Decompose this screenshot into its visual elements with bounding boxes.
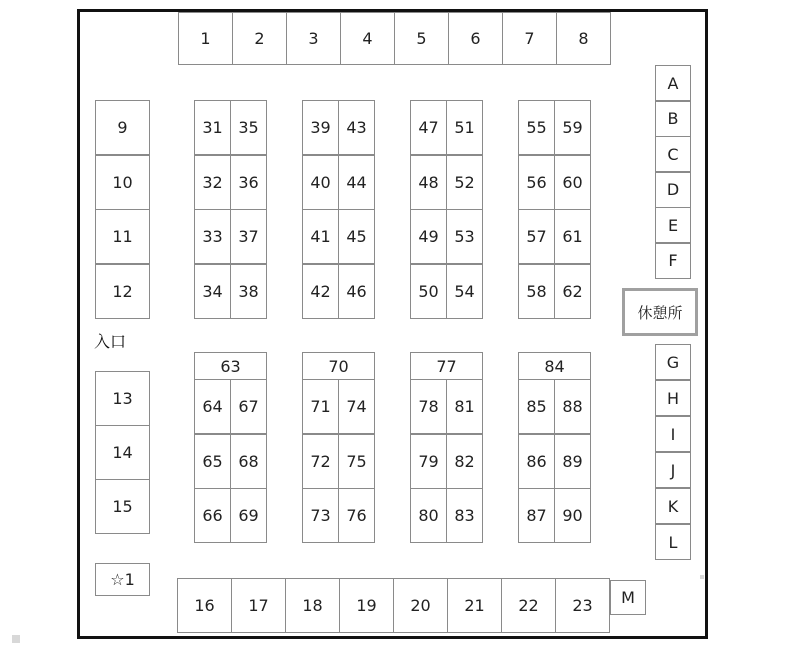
booth-block[interactable]: 48 bbox=[410, 155, 447, 210]
booth-block[interactable]: 64 bbox=[194, 379, 231, 434]
booth-block[interactable]: 78 bbox=[410, 379, 447, 434]
booth-block[interactable]: 53 bbox=[446, 209, 483, 264]
booth-left[interactable]: 10 bbox=[95, 155, 150, 210]
booth-top[interactable]: 3 bbox=[286, 12, 341, 65]
booth-block[interactable]: 80 bbox=[410, 488, 447, 543]
booth-block[interactable]: 90 bbox=[554, 488, 591, 543]
booth-block[interactable]: 61 bbox=[554, 209, 591, 264]
booth-bottom[interactable]: 23 bbox=[555, 578, 610, 633]
booth-block[interactable]: 88 bbox=[554, 379, 591, 434]
booth-block-header[interactable]: 77 bbox=[410, 352, 483, 380]
booth-block[interactable]: 60 bbox=[554, 155, 591, 210]
booth-block[interactable]: 52 bbox=[446, 155, 483, 210]
booth-bottom[interactable]: 22 bbox=[501, 578, 556, 633]
booth-bottom[interactable]: 18 bbox=[285, 578, 340, 633]
booth-left[interactable]: 9 bbox=[95, 100, 150, 155]
booth-block[interactable]: 75 bbox=[338, 434, 375, 489]
corner-mark bbox=[700, 575, 704, 579]
booth-right[interactable]: F bbox=[655, 243, 691, 279]
rest-area[interactable]: 休憩所 bbox=[622, 288, 698, 336]
booth-block[interactable]: 82 bbox=[446, 434, 483, 489]
booth-m[interactable]: M bbox=[610, 580, 646, 615]
booth-top[interactable]: 2 bbox=[232, 12, 287, 65]
booth-bottom[interactable]: 19 bbox=[339, 578, 394, 633]
booth-block[interactable]: 34 bbox=[194, 264, 231, 319]
booth-top[interactable]: 4 bbox=[340, 12, 395, 65]
booth-block[interactable]: 47 bbox=[410, 100, 447, 155]
booth-right[interactable]: H bbox=[655, 380, 691, 416]
booth-block[interactable]: 51 bbox=[446, 100, 483, 155]
booth-block[interactable]: 36 bbox=[230, 155, 267, 210]
corner-mark bbox=[12, 635, 20, 643]
booth-block[interactable]: 59 bbox=[554, 100, 591, 155]
booth-left[interactable]: 13 bbox=[95, 371, 150, 426]
booth-block[interactable]: 39 bbox=[302, 100, 339, 155]
special-booth[interactable]: ☆1 bbox=[95, 563, 150, 596]
booth-left[interactable]: 14 bbox=[95, 425, 150, 480]
booth-right[interactable]: C bbox=[655, 136, 691, 172]
booth-block[interactable]: 42 bbox=[302, 264, 339, 319]
booth-block[interactable]: 33 bbox=[194, 209, 231, 264]
booth-block[interactable]: 65 bbox=[194, 434, 231, 489]
booth-right[interactable]: E bbox=[655, 207, 691, 243]
booth-block[interactable]: 37 bbox=[230, 209, 267, 264]
entrance-label: 入口 bbox=[94, 332, 127, 351]
booth-right[interactable]: A bbox=[655, 65, 691, 101]
booth-block[interactable]: 46 bbox=[338, 264, 375, 319]
booth-top[interactable]: 5 bbox=[394, 12, 449, 65]
booth-block[interactable]: 43 bbox=[338, 100, 375, 155]
booth-block[interactable]: 38 bbox=[230, 264, 267, 319]
booth-bottom[interactable]: 16 bbox=[177, 578, 232, 633]
booth-right[interactable]: G bbox=[655, 344, 691, 380]
booth-block[interactable]: 32 bbox=[194, 155, 231, 210]
booth-block[interactable]: 31 bbox=[194, 100, 231, 155]
booth-block[interactable]: 87 bbox=[518, 488, 555, 543]
booth-block[interactable]: 81 bbox=[446, 379, 483, 434]
booth-block-header[interactable]: 84 bbox=[518, 352, 591, 380]
booth-block[interactable]: 74 bbox=[338, 379, 375, 434]
booth-bottom[interactable]: 20 bbox=[393, 578, 448, 633]
booth-block[interactable]: 50 bbox=[410, 264, 447, 319]
booth-block[interactable]: 73 bbox=[302, 488, 339, 543]
booth-block[interactable]: 45 bbox=[338, 209, 375, 264]
booth-block[interactable]: 85 bbox=[518, 379, 555, 434]
booth-block[interactable]: 89 bbox=[554, 434, 591, 489]
booth-block-header[interactable]: 70 bbox=[302, 352, 375, 380]
hall-outline bbox=[77, 9, 708, 639]
booth-block-header[interactable]: 63 bbox=[194, 352, 267, 380]
booth-block[interactable]: 49 bbox=[410, 209, 447, 264]
booth-right[interactable]: L bbox=[655, 524, 691, 560]
booth-right[interactable]: B bbox=[655, 101, 691, 137]
booth-top[interactable]: 1 bbox=[178, 12, 233, 65]
booth-block[interactable]: 72 bbox=[302, 434, 339, 489]
booth-block[interactable]: 40 bbox=[302, 155, 339, 210]
booth-block[interactable]: 67 bbox=[230, 379, 267, 434]
booth-left[interactable]: 11 bbox=[95, 209, 150, 264]
booth-block[interactable]: 62 bbox=[554, 264, 591, 319]
booth-block[interactable]: 57 bbox=[518, 209, 555, 264]
booth-right[interactable]: I bbox=[655, 416, 691, 452]
booth-block[interactable]: 54 bbox=[446, 264, 483, 319]
booth-block[interactable]: 71 bbox=[302, 379, 339, 434]
booth-bottom[interactable]: 21 bbox=[447, 578, 502, 633]
booth-block[interactable]: 41 bbox=[302, 209, 339, 264]
booth-block[interactable]: 69 bbox=[230, 488, 267, 543]
booth-bottom[interactable]: 17 bbox=[231, 578, 286, 633]
booth-right[interactable]: J bbox=[655, 452, 691, 488]
booth-block[interactable]: 58 bbox=[518, 264, 555, 319]
booth-left[interactable]: 12 bbox=[95, 264, 150, 319]
booth-block[interactable]: 56 bbox=[518, 155, 555, 210]
booth-left[interactable]: 15 bbox=[95, 479, 150, 534]
booth-block[interactable]: 44 bbox=[338, 155, 375, 210]
booth-right[interactable]: D bbox=[655, 172, 691, 208]
booth-block[interactable]: 86 bbox=[518, 434, 555, 489]
booth-block[interactable]: 76 bbox=[338, 488, 375, 543]
booth-top[interactable]: 8 bbox=[556, 12, 611, 65]
booth-block[interactable]: 68 bbox=[230, 434, 267, 489]
booth-top[interactable]: 6 bbox=[448, 12, 503, 65]
booth-block[interactable]: 35 bbox=[230, 100, 267, 155]
booth-block[interactable]: 83 bbox=[446, 488, 483, 543]
booth-block[interactable]: 66 bbox=[194, 488, 231, 543]
booth-block[interactable]: 55 bbox=[518, 100, 555, 155]
booth-top[interactable]: 7 bbox=[502, 12, 557, 65]
booth-right[interactable]: K bbox=[655, 488, 691, 524]
booth-block[interactable]: 79 bbox=[410, 434, 447, 489]
